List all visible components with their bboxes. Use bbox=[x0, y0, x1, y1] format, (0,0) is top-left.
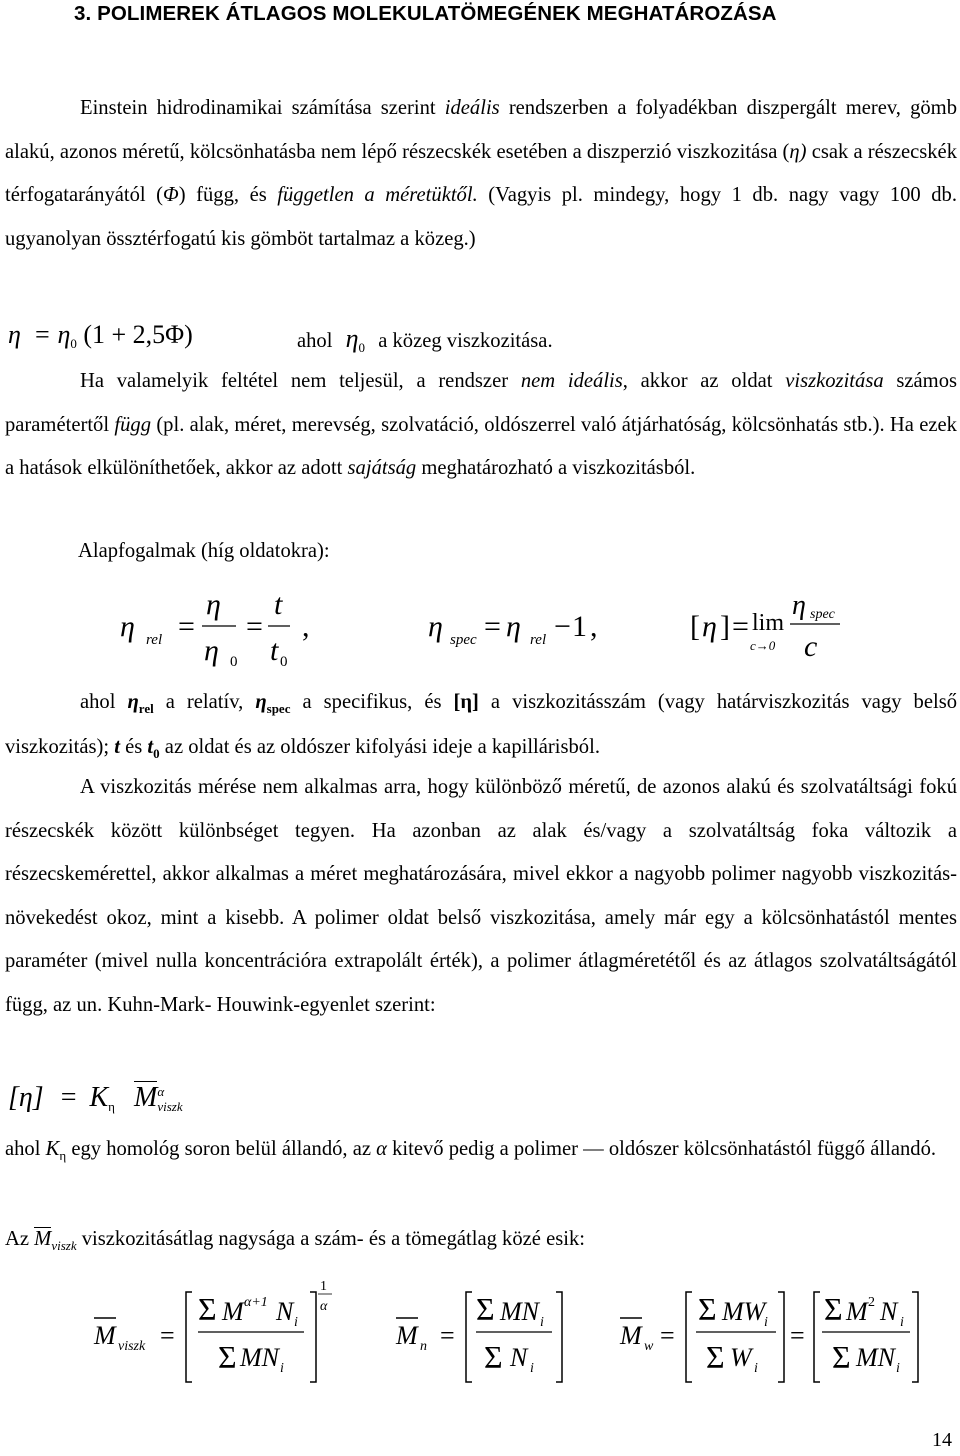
subscript: spec bbox=[266, 701, 291, 716]
N: N bbox=[276, 1297, 294, 1326]
text: ahol bbox=[5, 1138, 46, 1160]
eq-text: ahol bbox=[297, 330, 333, 352]
n-subscript: n bbox=[420, 1339, 427, 1354]
eq-M: M bbox=[133, 1082, 158, 1113]
eq-parenthesis: (1 + 2,5Φ) bbox=[83, 320, 193, 349]
eq-K: K bbox=[89, 1082, 109, 1113]
text: egy homológ soron belül állandó, az bbox=[66, 1138, 377, 1160]
symbol-eta: η) bbox=[789, 140, 807, 163]
text: a relatív, bbox=[153, 691, 256, 713]
eta-rel-symbol: η bbox=[506, 610, 521, 643]
eq-subscript: viszk bbox=[157, 1099, 183, 1114]
sigma: Σ bbox=[706, 1339, 725, 1375]
viscosity-definitions bbox=[110, 584, 850, 680]
text: ahol bbox=[80, 691, 128, 713]
eta-spec-numerator: η bbox=[792, 590, 806, 621]
eta-rel-symbol: η bbox=[120, 610, 135, 643]
sigma: Σ bbox=[832, 1339, 851, 1375]
exponent-alpha: α bbox=[320, 1299, 328, 1314]
paragraph-nonideal bbox=[5, 360, 957, 491]
eta-intrinsic: η bbox=[702, 610, 717, 643]
text: a specifikus, és bbox=[290, 691, 454, 713]
MN: MN bbox=[240, 1343, 279, 1372]
i-subscript: i bbox=[280, 1361, 284, 1376]
text: meghatározható a viszkozitásból. bbox=[416, 457, 696, 480]
comma: , bbox=[302, 610, 310, 643]
sigma: Σ bbox=[698, 1291, 717, 1327]
viszk-subscript: viszk bbox=[118, 1339, 146, 1354]
text: függ bbox=[114, 413, 151, 436]
M: M bbox=[846, 1297, 868, 1326]
lim-condition: c→0 bbox=[750, 638, 776, 653]
eta-numerator: η bbox=[206, 588, 221, 621]
eq-symbol: = η bbox=[33, 320, 71, 349]
eq-symbol: [η] bbox=[8, 1082, 44, 1113]
i-subscript: i bbox=[294, 1315, 298, 1330]
alpha-plus-one: α+1 bbox=[244, 1295, 268, 1310]
equals-sign: = bbox=[178, 610, 195, 643]
text: számos paramétertől bbox=[5, 370, 958, 436]
right-bracket bbox=[556, 1292, 562, 1382]
equals-sign: = bbox=[484, 610, 501, 643]
paragraph-measurement bbox=[5, 766, 957, 1028]
paragraph-constants bbox=[5, 1128, 957, 1173]
symbol-intrinsic: [η] bbox=[453, 691, 479, 713]
sigma: Σ bbox=[476, 1291, 495, 1327]
eq-equals: = bbox=[60, 1082, 77, 1113]
c-denominator: c bbox=[804, 630, 818, 663]
i-subscript: i bbox=[764, 1315, 768, 1330]
sigma: Σ bbox=[218, 1339, 237, 1375]
eta-spec-symbol: η bbox=[428, 610, 443, 643]
i-subscript: i bbox=[754, 1361, 758, 1376]
text: (pl. alak, méret, merevség, szolvatáció, oldószerrel való átjárhatóság, kölcsönhatás stb.). Ha ezek a hatások elkülöníthetőek, akkor az adott bbox=[5, 413, 957, 480]
text: (Vagyis pl. mindegy, hogy 1 db. nagy vagy 100 db. ugyanolyan össztérfogatú kis gömböt tartalmaz a közeg.) bbox=[5, 184, 957, 250]
intrinsic-bracket: [ bbox=[690, 610, 700, 643]
subscript: viszk bbox=[51, 1238, 77, 1253]
eq-subscript: 0 bbox=[358, 340, 366, 355]
equals-sign: = bbox=[160, 1321, 175, 1350]
eq-subscript: η bbox=[108, 1099, 115, 1114]
MN: MN bbox=[500, 1297, 539, 1326]
text: A viszkozitás mérése nem alkalmas arra, hogy különböző méretű, de azonos alakú és szolvatáltsági fokú részecskék között különbséget tegyen. Ha azonban az alak és/vagy a szolvatáltság foka változik a részecskemérettel, akkor alkalmas a méret meghatározására, mivel ekkor a nagyobb polimer nagyobb viszkozitás-növekedést okoz, mint a kisebb. A polimer oldat belső viszkozitása, amely már egy a kölcsönhatástól mentes paraméter (mivel nulla koncentrációra extrapolált érték), a polimer átlagméretétől és az átlagos szolvatáltságától függ, az un. Kuhn-Mark- Houwink-egyenlet szerint: bbox=[5, 776, 957, 1016]
eq-symbol: η bbox=[345, 324, 359, 353]
eta-denominator: η bbox=[204, 634, 219, 667]
w-subscript: w bbox=[644, 1339, 654, 1354]
left-bracket bbox=[466, 1292, 472, 1382]
equals-sign: = bbox=[440, 1321, 455, 1350]
sigma: Σ bbox=[198, 1291, 217, 1327]
subscript: η bbox=[59, 1148, 67, 1163]
equals-sign: = bbox=[660, 1321, 675, 1350]
paragraph-definitions bbox=[5, 681, 957, 770]
N: N bbox=[880, 1297, 898, 1326]
symbol-eta-spec: η bbox=[255, 691, 267, 713]
MN: MN bbox=[856, 1343, 895, 1372]
left-bracket bbox=[814, 1292, 820, 1382]
M-w: M bbox=[620, 1321, 642, 1350]
minus-sign: − bbox=[554, 610, 571, 643]
t-denominator: t bbox=[270, 634, 279, 667]
i-subscript: i bbox=[896, 1361, 900, 1376]
equals-sign: = bbox=[732, 610, 749, 643]
kuhn-mark-houwink-equation: [η] = Kη M α viszk bbox=[8, 1082, 183, 1114]
text: rendszerben a folyadékban diszpergált merev, gömb alakú, azonos méretű, kölcsönhatásba nem lépő részecskék esetében a diszperzió viszkozitása ( bbox=[5, 97, 957, 163]
symbol-phi: Φ bbox=[163, 184, 179, 207]
symbol-t0: t bbox=[147, 735, 154, 758]
sigma: Σ bbox=[484, 1339, 503, 1375]
zero-subscript: 0 bbox=[280, 654, 288, 670]
text: viszkozitása bbox=[785, 370, 884, 392]
text: ) függ, és bbox=[178, 184, 278, 207]
text: kitevő pedig a polimer — oldószer kölcsönhatástól függő állandó. bbox=[386, 1138, 937, 1160]
N: N bbox=[510, 1343, 528, 1372]
text: Ha valamelyik feltétel nem teljesül, a rendszer bbox=[80, 370, 521, 392]
text: az oldat és az oldószer kifolyási ideje a kapillárisból. bbox=[159, 735, 600, 758]
comma: , bbox=[590, 610, 598, 643]
text: nem ideális bbox=[520, 370, 623, 392]
M-viszk: M bbox=[94, 1321, 116, 1350]
lim: lim bbox=[752, 610, 785, 636]
i-subscript: i bbox=[530, 1361, 534, 1376]
intrinsic-bracket: ] bbox=[720, 610, 730, 643]
W: W bbox=[730, 1343, 752, 1372]
text: viszkozitásátlag nagysága a szám- és a tömegátlag közé esik: bbox=[76, 1228, 585, 1250]
right-bracket bbox=[912, 1292, 918, 1382]
basic-concepts-label: Alapfogalmak (híg oldatokra): bbox=[78, 540, 330, 562]
spec-subscript: spec bbox=[810, 607, 835, 622]
eq-symbol: η bbox=[8, 320, 21, 349]
M: M bbox=[222, 1297, 244, 1326]
right-bracket bbox=[310, 1292, 316, 1382]
text: a viszkozitásszám (vagy határviszkozitás vagy belső viszkozitás); bbox=[5, 691, 958, 758]
one: 1 bbox=[572, 610, 587, 643]
zero-subscript: 0 bbox=[230, 654, 238, 670]
eq-text: a közeg viszkozitása. bbox=[378, 330, 553, 352]
rel-subscript: rel bbox=[146, 632, 163, 648]
MW: MW bbox=[722, 1297, 766, 1326]
text: csak a részecskék térfogatarányától ( bbox=[5, 140, 957, 207]
subscript: 0 bbox=[153, 745, 160, 761]
right-bracket bbox=[778, 1292, 784, 1382]
subscript: rel bbox=[138, 701, 154, 716]
equals-sign: = bbox=[790, 1321, 805, 1350]
sigma: Σ bbox=[824, 1291, 843, 1327]
exponent-one: 1 bbox=[320, 1279, 327, 1294]
M-n: M bbox=[396, 1321, 418, 1350]
text: Einstein hidrodinamikai számítása szerint bbox=[80, 97, 445, 119]
paragraph-average bbox=[5, 1228, 585, 1251]
symbol-t: t bbox=[114, 735, 120, 758]
symbol-eta-rel: η bbox=[127, 691, 139, 713]
paragraph-einstein bbox=[5, 87, 957, 261]
left-bracket bbox=[186, 1292, 192, 1382]
text: , akkor az oldat bbox=[622, 370, 786, 392]
text-ideal: ideális bbox=[444, 97, 500, 119]
left-bracket bbox=[686, 1292, 692, 1382]
symbol-M: M bbox=[34, 1228, 52, 1250]
page-number: 14 bbox=[932, 1429, 952, 1451]
text: Az bbox=[5, 1228, 35, 1250]
i-subscript: i bbox=[540, 1315, 544, 1330]
text: és bbox=[119, 735, 148, 758]
symbol-K: K bbox=[45, 1138, 60, 1160]
t-numerator: t bbox=[274, 588, 283, 621]
symbol-alpha: α bbox=[376, 1138, 387, 1160]
einstein-equation bbox=[8, 320, 193, 350]
molecular-weight-averages bbox=[80, 1278, 940, 1390]
eq-subscript: 0 bbox=[70, 336, 77, 351]
spec-subscript: spec bbox=[450, 632, 477, 648]
i-subscript: i bbox=[900, 1315, 904, 1330]
text: sajátság bbox=[347, 457, 417, 480]
equals-sign: = bbox=[246, 610, 263, 643]
eq1-explanation bbox=[297, 324, 553, 354]
squared: 2 bbox=[868, 1295, 875, 1310]
rel-subscript: rel bbox=[530, 632, 547, 648]
page-title: 3. POLIMEREK ÁTLAGOS MOLEKULATÖMEGÉNEK MEGHATÁROZÁSA bbox=[74, 2, 777, 25]
text-independent: független a méretüktől. bbox=[277, 184, 478, 207]
